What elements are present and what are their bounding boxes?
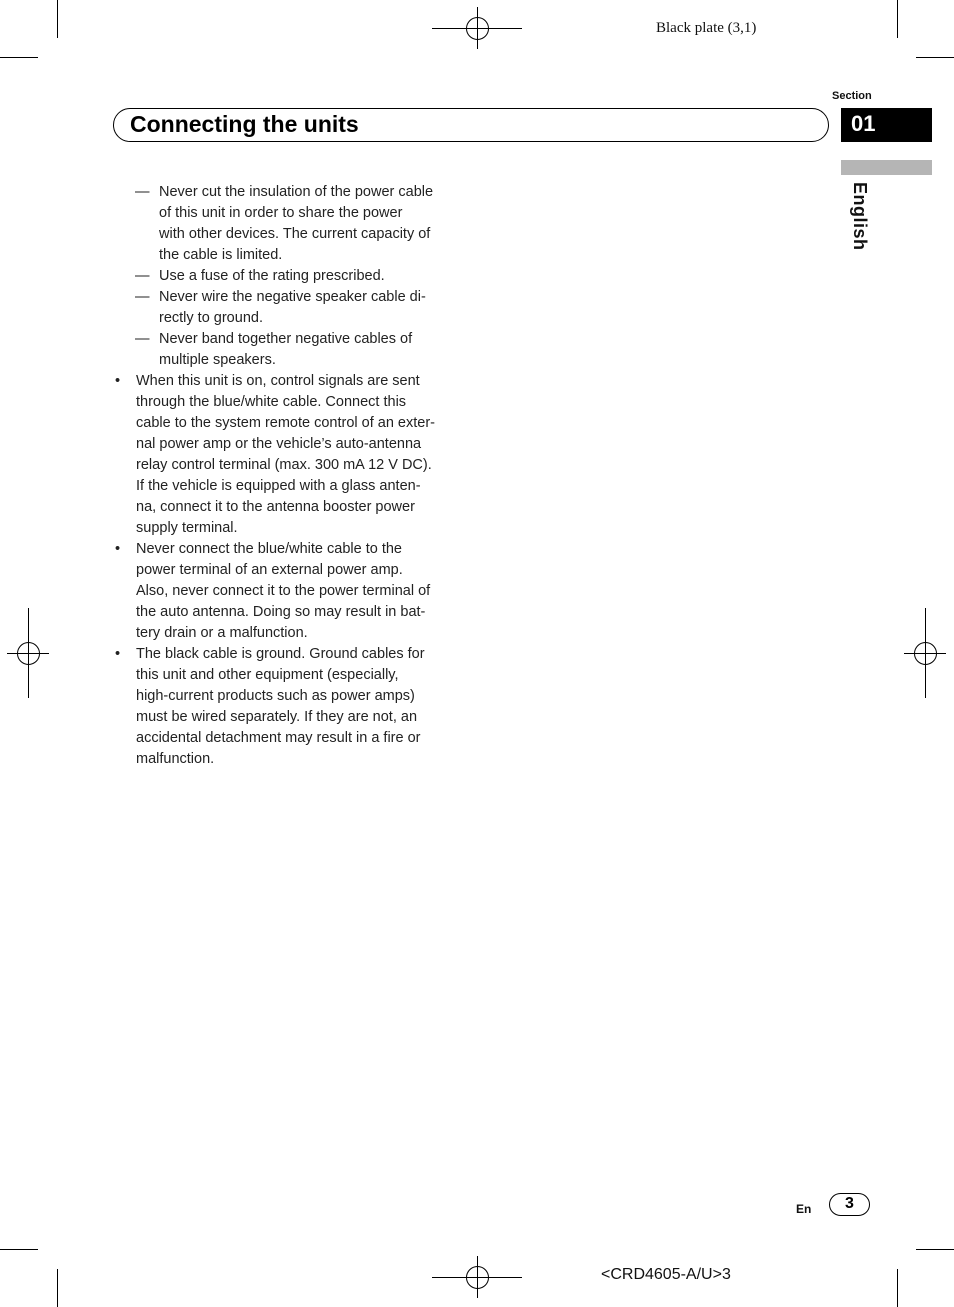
registration-circle	[914, 642, 937, 665]
crop-mark	[57, 1269, 58, 1307]
text-line: this unit and other equipment (especially,	[136, 667, 399, 683]
text-line: malfunction.	[136, 751, 215, 767]
registration-circle	[466, 17, 489, 40]
bullet-list-item-mark: •	[115, 541, 121, 557]
text-line: The black cable is ground. Ground cables for	[136, 646, 425, 662]
bullet-list-item	[112, 539, 457, 644]
bullet-list-item	[112, 644, 457, 770]
crop-mark	[0, 1249, 38, 1250]
text-line: cable to the system remote control of an exter-	[136, 415, 435, 431]
dash-list-item-mark: —	[135, 289, 150, 305]
page-number-badge	[829, 1193, 870, 1216]
body-content	[112, 182, 457, 770]
text-line: the auto antenna. Doing so may result in bat-	[136, 604, 426, 620]
crop-mark	[916, 57, 954, 58]
crop-mark	[897, 1269, 898, 1307]
language-label: English	[850, 182, 870, 251]
bullet-list-item	[112, 371, 457, 539]
text-line: high-current products such as power amps)	[136, 688, 415, 704]
crop-mark	[916, 1249, 954, 1250]
text-line: rectly to ground.	[159, 310, 263, 326]
document-code: <CRD4605-A/U>3	[601, 1266, 731, 1283]
text-line: na, connect it to the antenna booster power	[136, 499, 415, 515]
text-line: Also, never connect it to the power terminal of	[136, 583, 431, 599]
text-line: the cable is limited.	[159, 247, 283, 263]
text-line: accidental detachment may result in a fire or	[136, 730, 421, 746]
text-line: Never wire the negative speaker cable di-	[159, 289, 426, 305]
section-label: Section	[832, 90, 872, 102]
section-number: 01	[851, 111, 876, 136]
text-line: If the vehicle is equipped with a glass anten-	[136, 478, 421, 494]
bullet-list	[112, 371, 457, 770]
dash-list-item-mark: —	[135, 268, 150, 284]
language-tab	[841, 160, 932, 175]
text-line: Never cut the insulation of the power cable	[159, 184, 434, 200]
bullet-list-item-mark: •	[115, 373, 121, 389]
text-line: multiple speakers.	[159, 352, 276, 368]
text-line: power terminal of an external power amp.	[136, 562, 403, 578]
text-line: supply terminal.	[136, 520, 238, 536]
text-line: Use a fuse of the rating prescribed.	[159, 268, 385, 284]
dash-list-item	[112, 287, 457, 329]
text-line: through the blue/white cable. Connect this	[136, 394, 407, 410]
dash-list-item	[112, 182, 457, 266]
text-line: must be wired separately. If they are not, an	[136, 709, 418, 725]
crop-mark	[57, 0, 58, 38]
plate-label: Black plate (3,1)	[656, 20, 757, 36]
text-line: with other devices. The current capacity of	[159, 226, 431, 242]
footer-language-code: En	[796, 1202, 812, 1216]
page-title-frame	[113, 108, 829, 142]
text-line: Never connect the blue/white cable to the	[136, 541, 402, 557]
text-line: of this unit in order to share the power	[159, 205, 403, 221]
bullet-list-item-mark: •	[115, 646, 121, 662]
page-title: Connecting the units	[130, 111, 359, 137]
dash-list	[112, 182, 457, 371]
dash-list-item-mark: —	[135, 184, 150, 200]
dash-list-item	[112, 266, 457, 287]
text-line: tery drain or a malfunction.	[136, 625, 308, 641]
section-number-badge	[841, 108, 932, 142]
dash-list-item	[112, 329, 457, 371]
registration-circle	[17, 642, 40, 665]
text-line: nal power amp or the vehicle’s auto-antenna	[136, 436, 422, 452]
text-line: When this unit is on, control signals are sent	[136, 373, 420, 389]
dash-list-item-mark: —	[135, 331, 150, 347]
crop-mark	[897, 0, 898, 38]
crop-mark	[0, 57, 38, 58]
page-number: 3	[845, 1195, 854, 1212]
text-line: relay control terminal (max. 300 mA 12 V DC).	[136, 457, 432, 473]
text-line: Never band together negative cables of	[159, 331, 413, 347]
registration-circle	[466, 1266, 489, 1289]
